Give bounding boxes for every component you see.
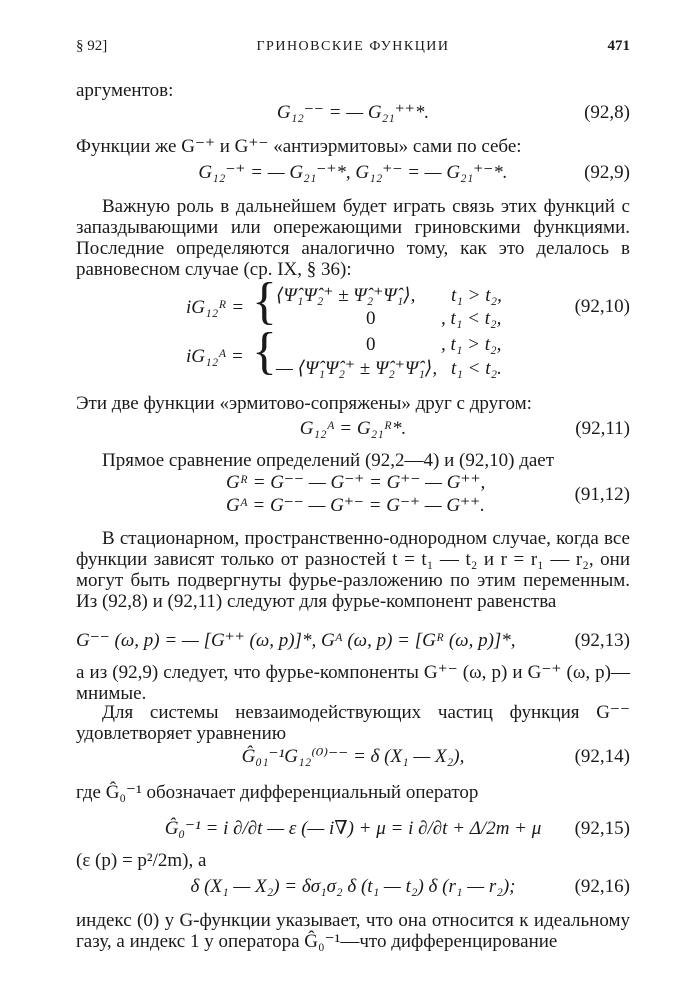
equation-number: (92,15): [574, 818, 630, 839]
lhs-retarded: iG₁₂ᴿ =: [186, 297, 245, 318]
equation-91-12: [76, 472, 630, 520]
paragraph-hermitian-conjugate: Эти две функции «эрмитово-сопряжены» друг с другом:: [76, 393, 532, 414]
advanced-condition-2: t₁ < t₂.: [451, 358, 502, 379]
equation-number: (91,12): [574, 484, 630, 505]
paragraph-arguments: аргументов:: [76, 80, 174, 101]
formula-advanced: Gᴬ = G⁻⁻ — G⁺⁻ = G⁻⁺ — G⁺⁺.: [226, 495, 485, 516]
advanced-case-2: — ⟨Ψ̂₁Ψ̂₂⁺ ± Ψ̂₂⁺Ψ̂₁⟩,: [276, 358, 438, 379]
paragraph-direct-comparison: Прямое сравнение определений (92,2—4) и (92,10) дает: [102, 450, 555, 471]
lhs-advanced: iG₁₂ᴬ =: [186, 346, 244, 367]
equation-92-9: [76, 162, 630, 186]
section-marker: § 92]: [76, 38, 108, 54]
running-title: ГРИНОВСКИЕ ФУНКЦИИ: [256, 39, 450, 54]
equation-92-14: [76, 746, 630, 770]
retarded-condition-2: , t₁ < t₂,: [441, 308, 502, 329]
formula: Ĝ₀₁⁻¹G₁₂⁽⁰⁾⁻⁻ = δ (X₁ — X₂),: [241, 746, 465, 767]
paragraph-imaginary-components: а из (92,9) следует, что фурье-компоненты G⁺⁻ (ω, p) и G⁻⁺ (ω, p)— мнимые.: [76, 662, 630, 704]
advanced-case-1: 0: [366, 334, 376, 355]
equation-number: (92,8): [584, 102, 630, 123]
formula: δ (X₁ — X₂) = δσ₁σ₂ δ (t₁ — t₂) δ (r₁ — r₂);: [190, 876, 516, 897]
equation-92-15: [76, 818, 630, 842]
paragraph-antihermitian: Функции же G⁻⁺ и G⁺⁻ «антиэрмитовы» сами по себе:: [76, 136, 522, 157]
equation-number: (92,16): [574, 876, 630, 897]
equation-number: (92,11): [575, 418, 630, 439]
retarded-case-2: 0: [366, 308, 376, 329]
formula: G⁻⁻ (ω, p) = — [G⁺⁺ (ω, p)]*, Gᴬ (ω, p) = [Gᴿ (ω, p)]*,: [76, 630, 516, 651]
formula: G₁₂ᴬ = G₂₁ᴿ*.: [299, 418, 407, 439]
running-header: [76, 38, 630, 62]
equation-number: (92,10): [574, 296, 630, 317]
paragraph-retarded-advanced: Важную роль в дальнейшем будет играть связь этих функций с запаздывающими или опережающими гриновскими функциями. Последние определяются аналогично тому, как это делалось в равновесном случае (ср. IX, § 36):: [76, 196, 630, 280]
left-brace: {: [252, 273, 277, 330]
equation-92-13: [76, 630, 630, 654]
equation-92-10: [76, 273, 630, 394]
equation-number: (92,9): [584, 162, 630, 183]
equation-92-16: [76, 876, 630, 900]
paragraph-dispersion: (ε (p) = p²/2m), а: [76, 850, 207, 871]
formula: G₁₂⁻⁺ = — G₂₁⁻⁺*, G₁₂⁺⁻ = — G₂₁⁺⁻*.: [198, 162, 508, 183]
advanced-condition-1: , t₁ > t₂,: [441, 334, 502, 355]
equation-number: (92,14): [574, 746, 630, 767]
paragraph-stationary-case: В стационарном, пространственно-однородном случае, когда все функции зависят только от разностей t = t₁ — t₂ и r = r₁ — r₂, они могут быть подвергнуты фурье-разложению по этим переменным. Из (92,8) и (92,11) следуют для фурье-компонент равенства: [76, 528, 630, 612]
equation-number: (92,13): [574, 630, 630, 651]
formula-retarded: Gᴿ = G⁻⁻ — G⁻⁺ = G⁺⁻ — G⁺⁺,: [226, 472, 486, 493]
equation-92-11: [76, 418, 630, 442]
paragraph-index-explanation: индекс (0) у G-функции указывает, что она относится к идеальному газу, а индекс 1 у оператора Ĝ₀⁻¹—что дифференцирование: [76, 910, 630, 952]
formula: G₁₂⁻⁻ = — G₂₁⁺⁺*.: [276, 102, 430, 123]
page-number: 471: [607, 38, 630, 54]
paragraph-noninteracting: Для системы невзаимодействующих частиц функция G⁻⁻ удовлетворяет уравнению: [76, 702, 630, 744]
retarded-case-1: ⟨Ψ̂₁Ψ̂₂⁺ ± Ψ̂₂⁺Ψ̂₁⟩,: [276, 285, 416, 306]
left-brace: {: [252, 323, 277, 380]
paragraph-differential-operator: где Ĝ₀⁻¹ обозначает дифференциальный оператор: [76, 782, 479, 803]
equation-92-8: [76, 102, 630, 126]
retarded-condition-1: t₁ > t₂,: [451, 285, 502, 306]
formula: Ĝ₀⁻¹ = i ∂/∂t — ε (— i∇) + μ = i ∂/∂t + Δ/2m + μ: [164, 818, 542, 839]
